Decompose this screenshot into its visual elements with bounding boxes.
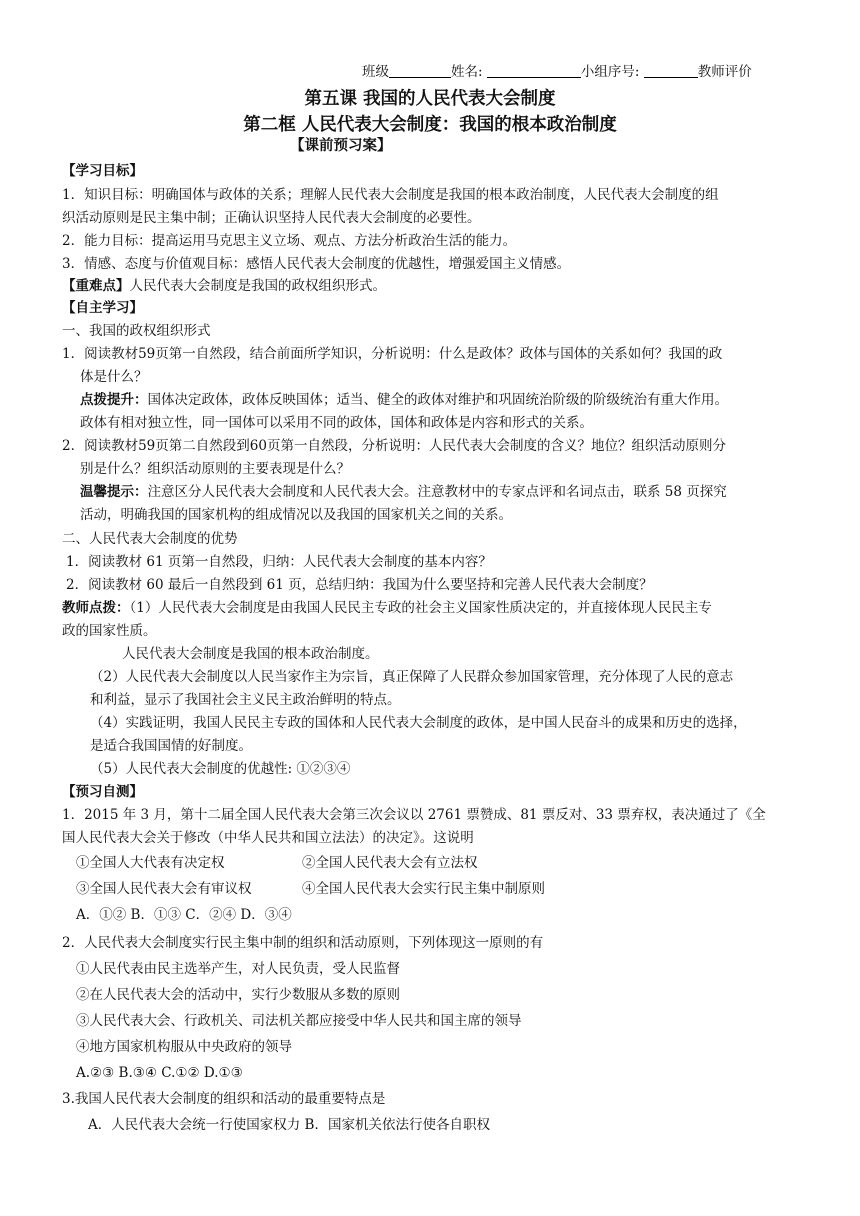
quiz-question: 1．2015 年 3 月，第十二届全国人民代表大会第三次会议以 2761 票赞成、81 票反对、33 票弃权，表决通过了《全 xyxy=(62,807,766,823)
quiz-question: 国人民代表大会关于修改（中华人民共和国立法法）的决定》。这说明 xyxy=(62,830,474,846)
teacher-tip-label: 教师点拨： xyxy=(62,600,130,616)
teacher-tip-line: 和利益，显示了我国社会主义民主政治鲜明的特点。 xyxy=(90,692,401,708)
teacher-tip-line: （5）人民代表大会制度的优越性: ①②③④ xyxy=(90,761,351,777)
subsection-title: 二、人民代表大会制度的优势 xyxy=(62,531,238,547)
quiz-heading: 【预习自测】 xyxy=(62,784,143,800)
question-line: 2．阅读教材59页第二自然段到60页第一自然段，分析说明：人民代表大会制度的含义？地位？组织活动原则分 xyxy=(62,438,726,454)
goal-line: 2．能力目标：提高运用马克思主义立场、观点、方法分析政治生活的能力。 xyxy=(62,233,517,249)
teacher-tip-line: （2）人民代表大会制度以人民当家作主为宗旨，真正保障了人民群众参加国家管理，充分体现了人民的意志 xyxy=(90,669,734,685)
teacher-tip-line: 政的国家性质。 xyxy=(62,623,157,639)
tip-label: 温馨提示： xyxy=(80,484,148,500)
goal-line: 1．知识目标：明确国体与政体的关系；理解人民代表大会制度是我国的根本政治制度，人民代表大会制度的组 xyxy=(62,187,719,203)
quiz-option: ①全国人大代表有决定权 xyxy=(76,855,225,871)
quiz-answer-choices: A.②③ B.③④ C.①② D.①③ xyxy=(76,1065,243,1081)
group-label: 小组序号: xyxy=(580,64,640,80)
eval-label: 教师评价 xyxy=(697,64,752,80)
quiz-question: 2．人民代表大会制度实行民主集中制的组织和活动原则，下列体现这一原则的有 xyxy=(62,935,544,951)
tip-text: 国体决定政体，政体反映国体；适当、健全的政体对维护和巩固统治阶级的阶级统治有重大作用。 xyxy=(147,392,728,408)
lesson-title: 第五课 我国的人民代表大会制度 xyxy=(304,89,556,109)
tip-label: 点拨提升： xyxy=(80,392,148,408)
quiz-option: ③全国人民代表大会有审议权 xyxy=(76,881,252,897)
teacher-tip-line xyxy=(62,599,712,617)
question-line: 2．阅读教材 60 最后一自然段到 61 页，总结归纳：我国为什么要坚持和完善人民代表大会制度？ xyxy=(66,577,653,593)
goal-line: 3．情感、态度与价值观目标：感悟人民代表大会制度的优越性，增强爱国主义情感。 xyxy=(62,256,571,272)
frame-title: 第二框 人民代表大会制度：我国的根本政治制度 xyxy=(243,115,617,135)
subsection-title: 一、我国的政权组织形式 xyxy=(62,323,211,339)
tip-line xyxy=(80,391,728,409)
goals-heading: 【学习目标】 xyxy=(62,163,143,179)
key-point-line xyxy=(62,277,386,295)
tip-line: 活动，明确我国的国家机构的组成情况以及我国的国家机关之间的关系。 xyxy=(80,507,512,523)
name-label: 姓名: xyxy=(451,64,483,80)
quiz-question: 3.我国人民代表大会制度的组织和活动的最重要特点是 xyxy=(62,1091,386,1107)
quiz-option: ④地方国家机构服从中央政府的领导 xyxy=(76,1039,292,1055)
tip-line: 政体有相对独立性，同一国体可以采用不同的政体，国体和政体是内容和形式的关系。 xyxy=(80,415,593,431)
question-line: 体是什么？ xyxy=(80,369,148,385)
teacher-tip-line: （4）实践证明，我国人民民主专政的国体和人民代表大会制度的政体，是中国人民奋斗的成果和历史的选择， xyxy=(90,715,747,731)
group-blank xyxy=(644,63,698,78)
class-label: 班级 xyxy=(362,64,389,80)
quiz-answer-choices: A．①② B．①③ C．②④ D．③④ xyxy=(76,907,292,923)
teacher-tip-text: （1）人民代表大会制度是由我国人民民主专政的社会主义国家性质决定的，并直接体现人民民主专 xyxy=(129,600,712,616)
tip-line xyxy=(80,483,727,501)
header-info-line xyxy=(362,63,752,81)
teacher-tip-line: 是适合我国国情的好制度。 xyxy=(90,738,252,754)
quiz-option: ①人民代表由民主选举产生，对人民负责，受人民监督 xyxy=(76,961,400,977)
quiz-option: ④全国人民代表大会实行民主集中制原则 xyxy=(302,881,545,897)
quiz-answer-choices: A．人民代表大会统一行使国家权力 B．国家机关依法行使各自职权 xyxy=(88,1117,490,1133)
tip-text: 注意区分人民代表大会制度和人民代表大会。注意教材中的专家点评和名词点击，联系 58 页探究 xyxy=(147,484,727,500)
section-title: 【课前预习案】 xyxy=(290,137,392,154)
quiz-option: ②全国人民代表大会有立法权 xyxy=(302,855,478,871)
question-line: 别是什么？组织活动原则的主要表现是什么？ xyxy=(80,461,350,477)
question-line: 1．阅读教材 61 页第一自然段，归纳：人民代表大会制度的基本内容？ xyxy=(66,554,492,570)
goal-line: 织活动原则是民主集中制；正确认识坚持人民代表大会制度的必要性。 xyxy=(62,210,481,226)
question-line: 1．阅读教材59页第一自然段，结合前面所学知识，分析说明：什么是政体？政体与国体的关系如何？我国的政 xyxy=(62,346,723,362)
quiz-option: ②在人民代表大会的活动中，实行少数服从多数的原则 xyxy=(76,987,400,1003)
name-blank xyxy=(487,63,581,78)
class-blank xyxy=(389,63,451,78)
key-point-label: 【重难点】 xyxy=(62,278,130,294)
self-study-heading: 【自主学习】 xyxy=(62,300,143,316)
quiz-option: ③人民代表大会、行政机关、司法机关都应接受中华人民共和国主席的领导 xyxy=(76,1013,522,1029)
teacher-tip-line: 人民代表大会制度是我国的根本政治制度。 xyxy=(122,646,379,662)
key-point-text: 人民代表大会制度是我国的政权组织形式。 xyxy=(129,278,386,294)
